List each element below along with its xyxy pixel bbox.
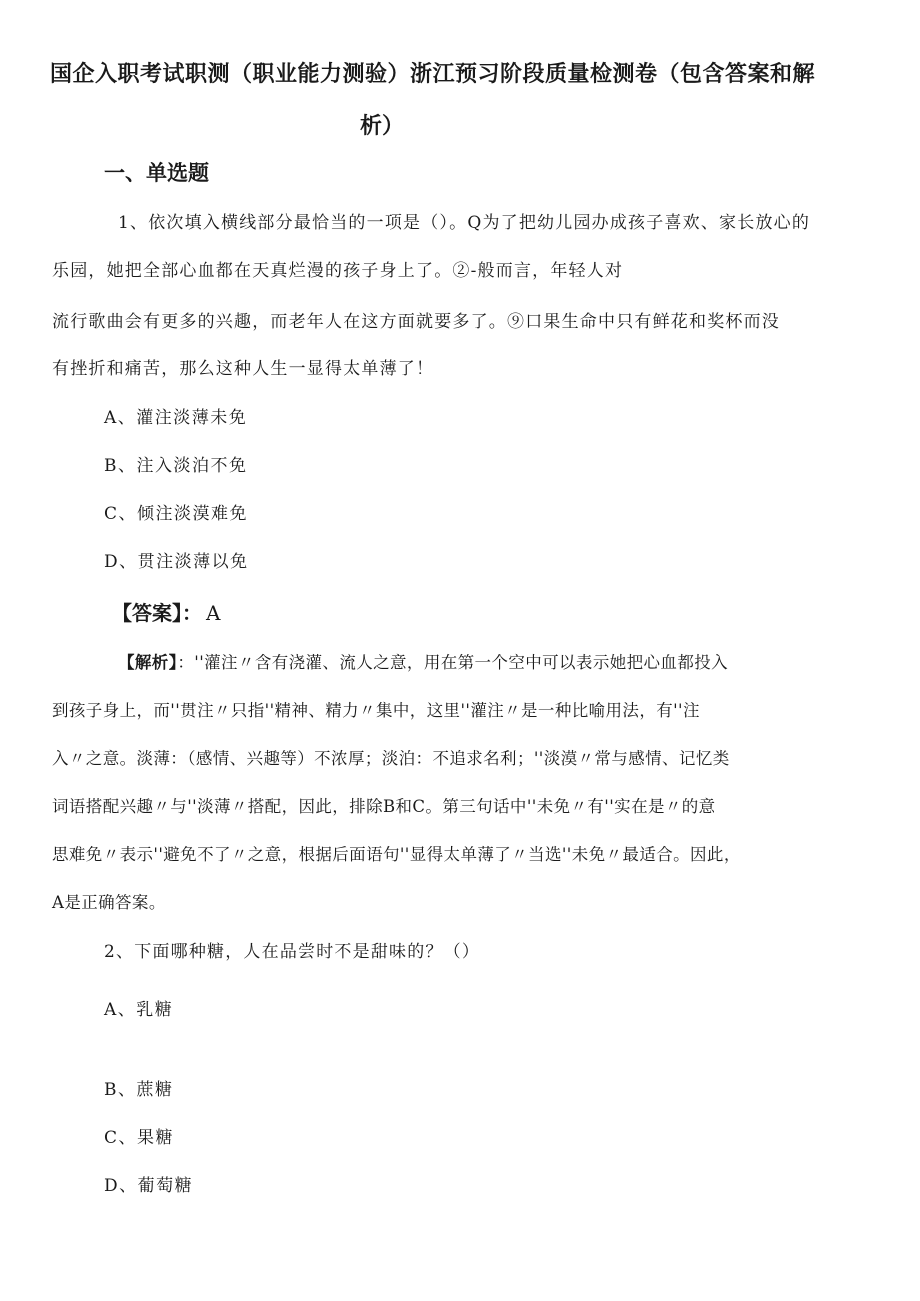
answer-label: 【答案】： — [112, 601, 202, 625]
q1-analysis-line-5: 思难免〃表示''避免不了〃之意，根据后面语句''显得太单薄了〃当选''未免〃最适合。因此， — [52, 845, 741, 864]
q1-answer — [112, 600, 220, 626]
q1-stem-line-1: 1、依次填入横线部分最恰当的一项是（）。Q为了把幼儿园办成孩子喜欢、家长放心的 — [118, 213, 811, 233]
q1-analysis-line-2: 到孩子身上，而''贯注〃只指''精神、精力〃集中，这里''灌注〃是一种比喻用法，有''注 — [52, 701, 700, 720]
q2-option-d: D、葡萄糖 — [104, 1176, 194, 1196]
q1-stem-line-3: 流行歌曲会有更多的兴趣，而老年人在这方面就要多了。⑨口果生命中只有鲜花和奖杯而没 — [52, 312, 780, 332]
q1-option-c: C、倾注淡漠难免 — [104, 504, 249, 524]
q1-option-d: D、贯注淡薄以免 — [104, 552, 249, 572]
q1-analysis-line-6: A是正确答案。 — [52, 893, 166, 912]
analysis-text-1: ：''灌注〃含有浇灌、流人之意，用在第一个空中可以表示她把心血都投入 — [177, 653, 729, 672]
q1-option-a: A、灌注淡薄未免 — [104, 408, 248, 428]
q1-stem-line-4: 有挫折和痛苦，那么这种人生一显得太单薄了！ — [52, 359, 435, 379]
q2-option-a: A、乳糖 — [104, 1000, 174, 1020]
q2-option-b: B、蔗糖 — [104, 1080, 174, 1100]
q1-option-b: B、注入淡泊不免 — [104, 456, 248, 476]
document-title-line-1: 国企入职考试职测（职业能力测验）浙江预习阶段质量检测卷（包含答案和解 — [50, 62, 816, 87]
q1-analysis-line-4: 词语搭配兴趣〃与''淡薄〃搭配，因此，排除B和C。第三句话中''未免〃有''实在是〃的意 — [52, 797, 716, 816]
answer-value: A — [206, 601, 221, 625]
q2-stem: 2、下面哪种糖，人在品尝时不是甜味的？（） — [104, 942, 481, 962]
q1-stem-line-2: 乐园，她把全部心血都在天真烂漫的孩子身上了。②-般而言，年轻人对 — [52, 261, 624, 281]
q2-option-c: C、果糖 — [104, 1128, 175, 1148]
analysis-label: 【解析】 — [118, 653, 178, 672]
q1-analysis-line-3: 入〃之意。淡薄：（感情、兴趣等）不浓厚；淡泊：不追求名利；''淡漠〃常与感情、记忆类 — [52, 749, 730, 768]
document-title-line-2: 析） — [360, 114, 405, 139]
q1-analysis-line-1 — [118, 651, 728, 675]
section-heading: 一、单选题 — [104, 161, 209, 185]
